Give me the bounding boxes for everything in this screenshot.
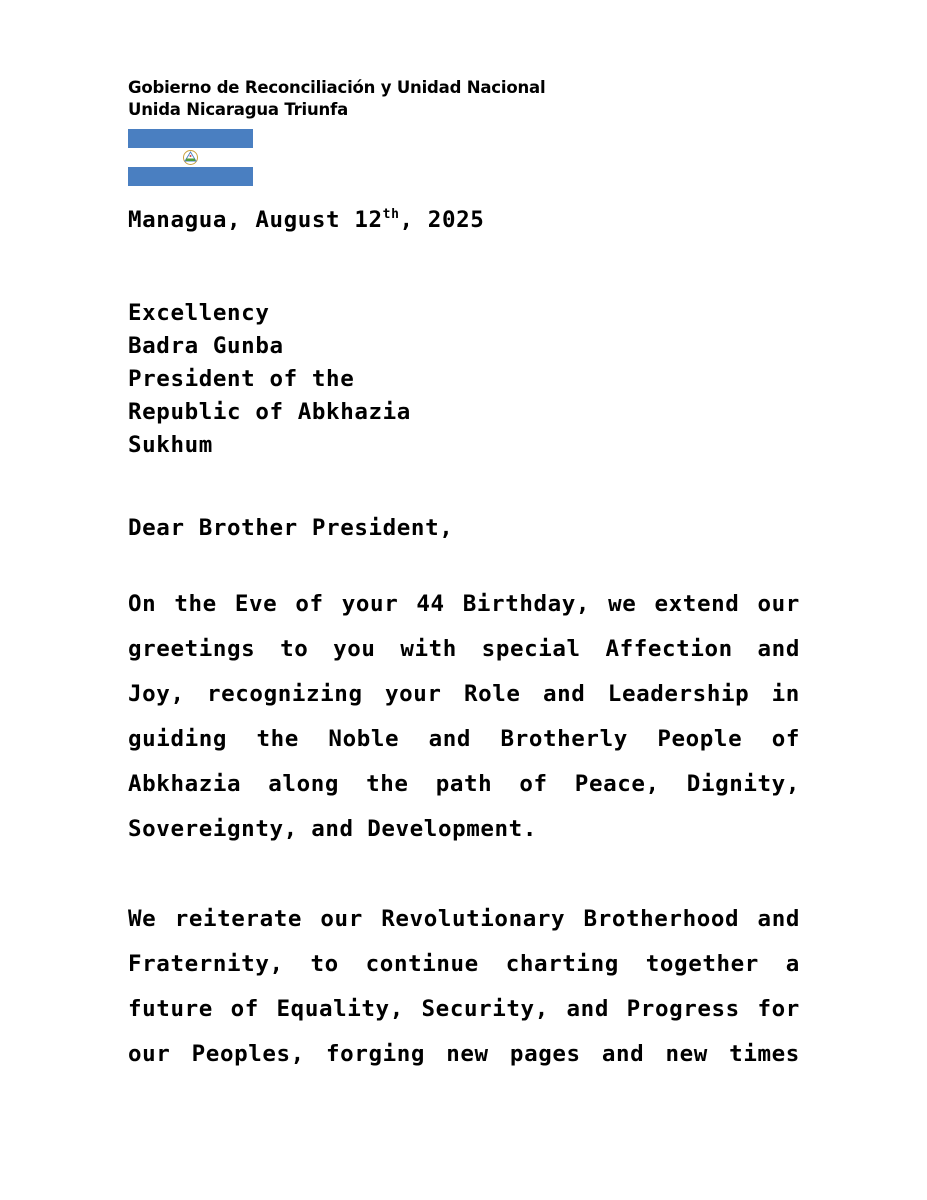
word: and <box>311 816 354 842</box>
word: Abkhazia <box>128 771 242 797</box>
paragraph-1-line <box>128 627 800 672</box>
letterhead <box>128 77 545 121</box>
recipient-honorific: Excellency <box>128 300 270 326</box>
recipient-city: Sukhum <box>128 432 213 458</box>
word: guiding <box>128 726 228 752</box>
word: of <box>519 771 548 797</box>
word: 44 <box>416 591 445 617</box>
word: the <box>174 591 217 617</box>
word: Peoples, <box>191 1041 305 1067</box>
paragraph-1-line <box>128 762 800 807</box>
word: Progress <box>626 996 740 1022</box>
word: pages <box>509 1041 581 1067</box>
word: Brotherly <box>500 726 628 752</box>
word: Peace, <box>574 771 660 797</box>
word: Development. <box>367 816 537 842</box>
word: On <box>128 591 157 617</box>
nicaragua-flag-icon <box>128 129 253 186</box>
word: for <box>757 996 800 1022</box>
body-paragraph-2 <box>128 897 800 1077</box>
word: Joy, <box>128 681 185 707</box>
word: Dignity, <box>686 771 800 797</box>
date-year: , 2025 <box>399 207 485 233</box>
word: new <box>446 1041 489 1067</box>
paragraph-2-line <box>128 1032 800 1077</box>
paragraph-2-line <box>128 942 800 987</box>
paragraph-2-line <box>128 897 800 942</box>
letterhead-motto: Unida Nicaragua Triunfa <box>128 100 349 119</box>
letter-date <box>128 205 484 235</box>
recipient-country: Republic of Abkhazia <box>128 399 411 425</box>
word: and <box>566 996 609 1022</box>
word: and <box>542 681 586 707</box>
word: People <box>657 726 743 752</box>
word: and <box>757 906 800 932</box>
paragraph-1-line <box>128 672 800 717</box>
word: our <box>128 1041 171 1067</box>
word: continue <box>365 951 479 977</box>
word: your <box>384 681 442 707</box>
word: a <box>785 951 800 977</box>
word: the <box>366 771 409 797</box>
word: of <box>771 726 800 752</box>
paragraph-1-line <box>128 717 800 762</box>
word: the <box>256 726 299 752</box>
paragraph-1-line <box>128 807 800 852</box>
word: Fraternity, <box>128 951 284 977</box>
word: we <box>608 591 637 617</box>
word: forging <box>326 1041 426 1067</box>
word: Sovereignty, <box>128 816 298 842</box>
paragraph-2-line <box>128 987 800 1032</box>
word: recognizing <box>206 681 363 707</box>
word: our <box>757 591 800 617</box>
word: in <box>771 681 800 707</box>
word: path <box>435 771 493 797</box>
word: Role <box>463 681 521 707</box>
word: extend <box>654 591 740 617</box>
word: with <box>400 636 457 662</box>
word: Equality, <box>276 996 404 1022</box>
word: together <box>645 951 759 977</box>
letterhead-government-name: Gobierno de Reconciliación y Unidad Nacional <box>128 78 546 97</box>
date-ordinal-suffix: th <box>382 207 400 222</box>
word: Affection <box>605 636 733 662</box>
salutation: Dear Brother President, <box>128 515 454 541</box>
paragraph-1-line <box>128 582 800 627</box>
recipient-name: Badra Gunba <box>128 333 284 359</box>
body-paragraph-1 <box>128 582 800 852</box>
word: and <box>601 1041 645 1067</box>
word: Eve <box>234 591 278 617</box>
word: to <box>310 951 339 977</box>
word: Brotherhood <box>583 906 740 932</box>
word: greetings <box>128 636 256 662</box>
word: We <box>128 906 157 932</box>
word: you <box>333 636 376 662</box>
word: to <box>280 636 309 662</box>
word: Noble <box>328 726 400 752</box>
word: and <box>757 636 800 662</box>
word: our <box>320 906 363 932</box>
recipient-title: President of the <box>128 366 355 392</box>
word: along <box>268 771 340 797</box>
word: new <box>665 1041 708 1067</box>
word: and <box>428 726 472 752</box>
word: Leadership <box>607 681 750 707</box>
word: reiterate <box>174 906 303 932</box>
word: Birthday, <box>462 591 591 617</box>
word: of <box>295 591 324 617</box>
word: special <box>481 636 581 662</box>
word: your <box>341 591 399 617</box>
word: Revolutionary <box>381 906 566 932</box>
word: Security, <box>421 996 549 1022</box>
word: of <box>230 996 259 1022</box>
word: charting <box>505 951 619 977</box>
word: future <box>128 996 213 1022</box>
word: times <box>729 1041 800 1067</box>
date-prefix: Managua, August 12 <box>128 207 383 233</box>
recipient-block <box>128 297 411 462</box>
